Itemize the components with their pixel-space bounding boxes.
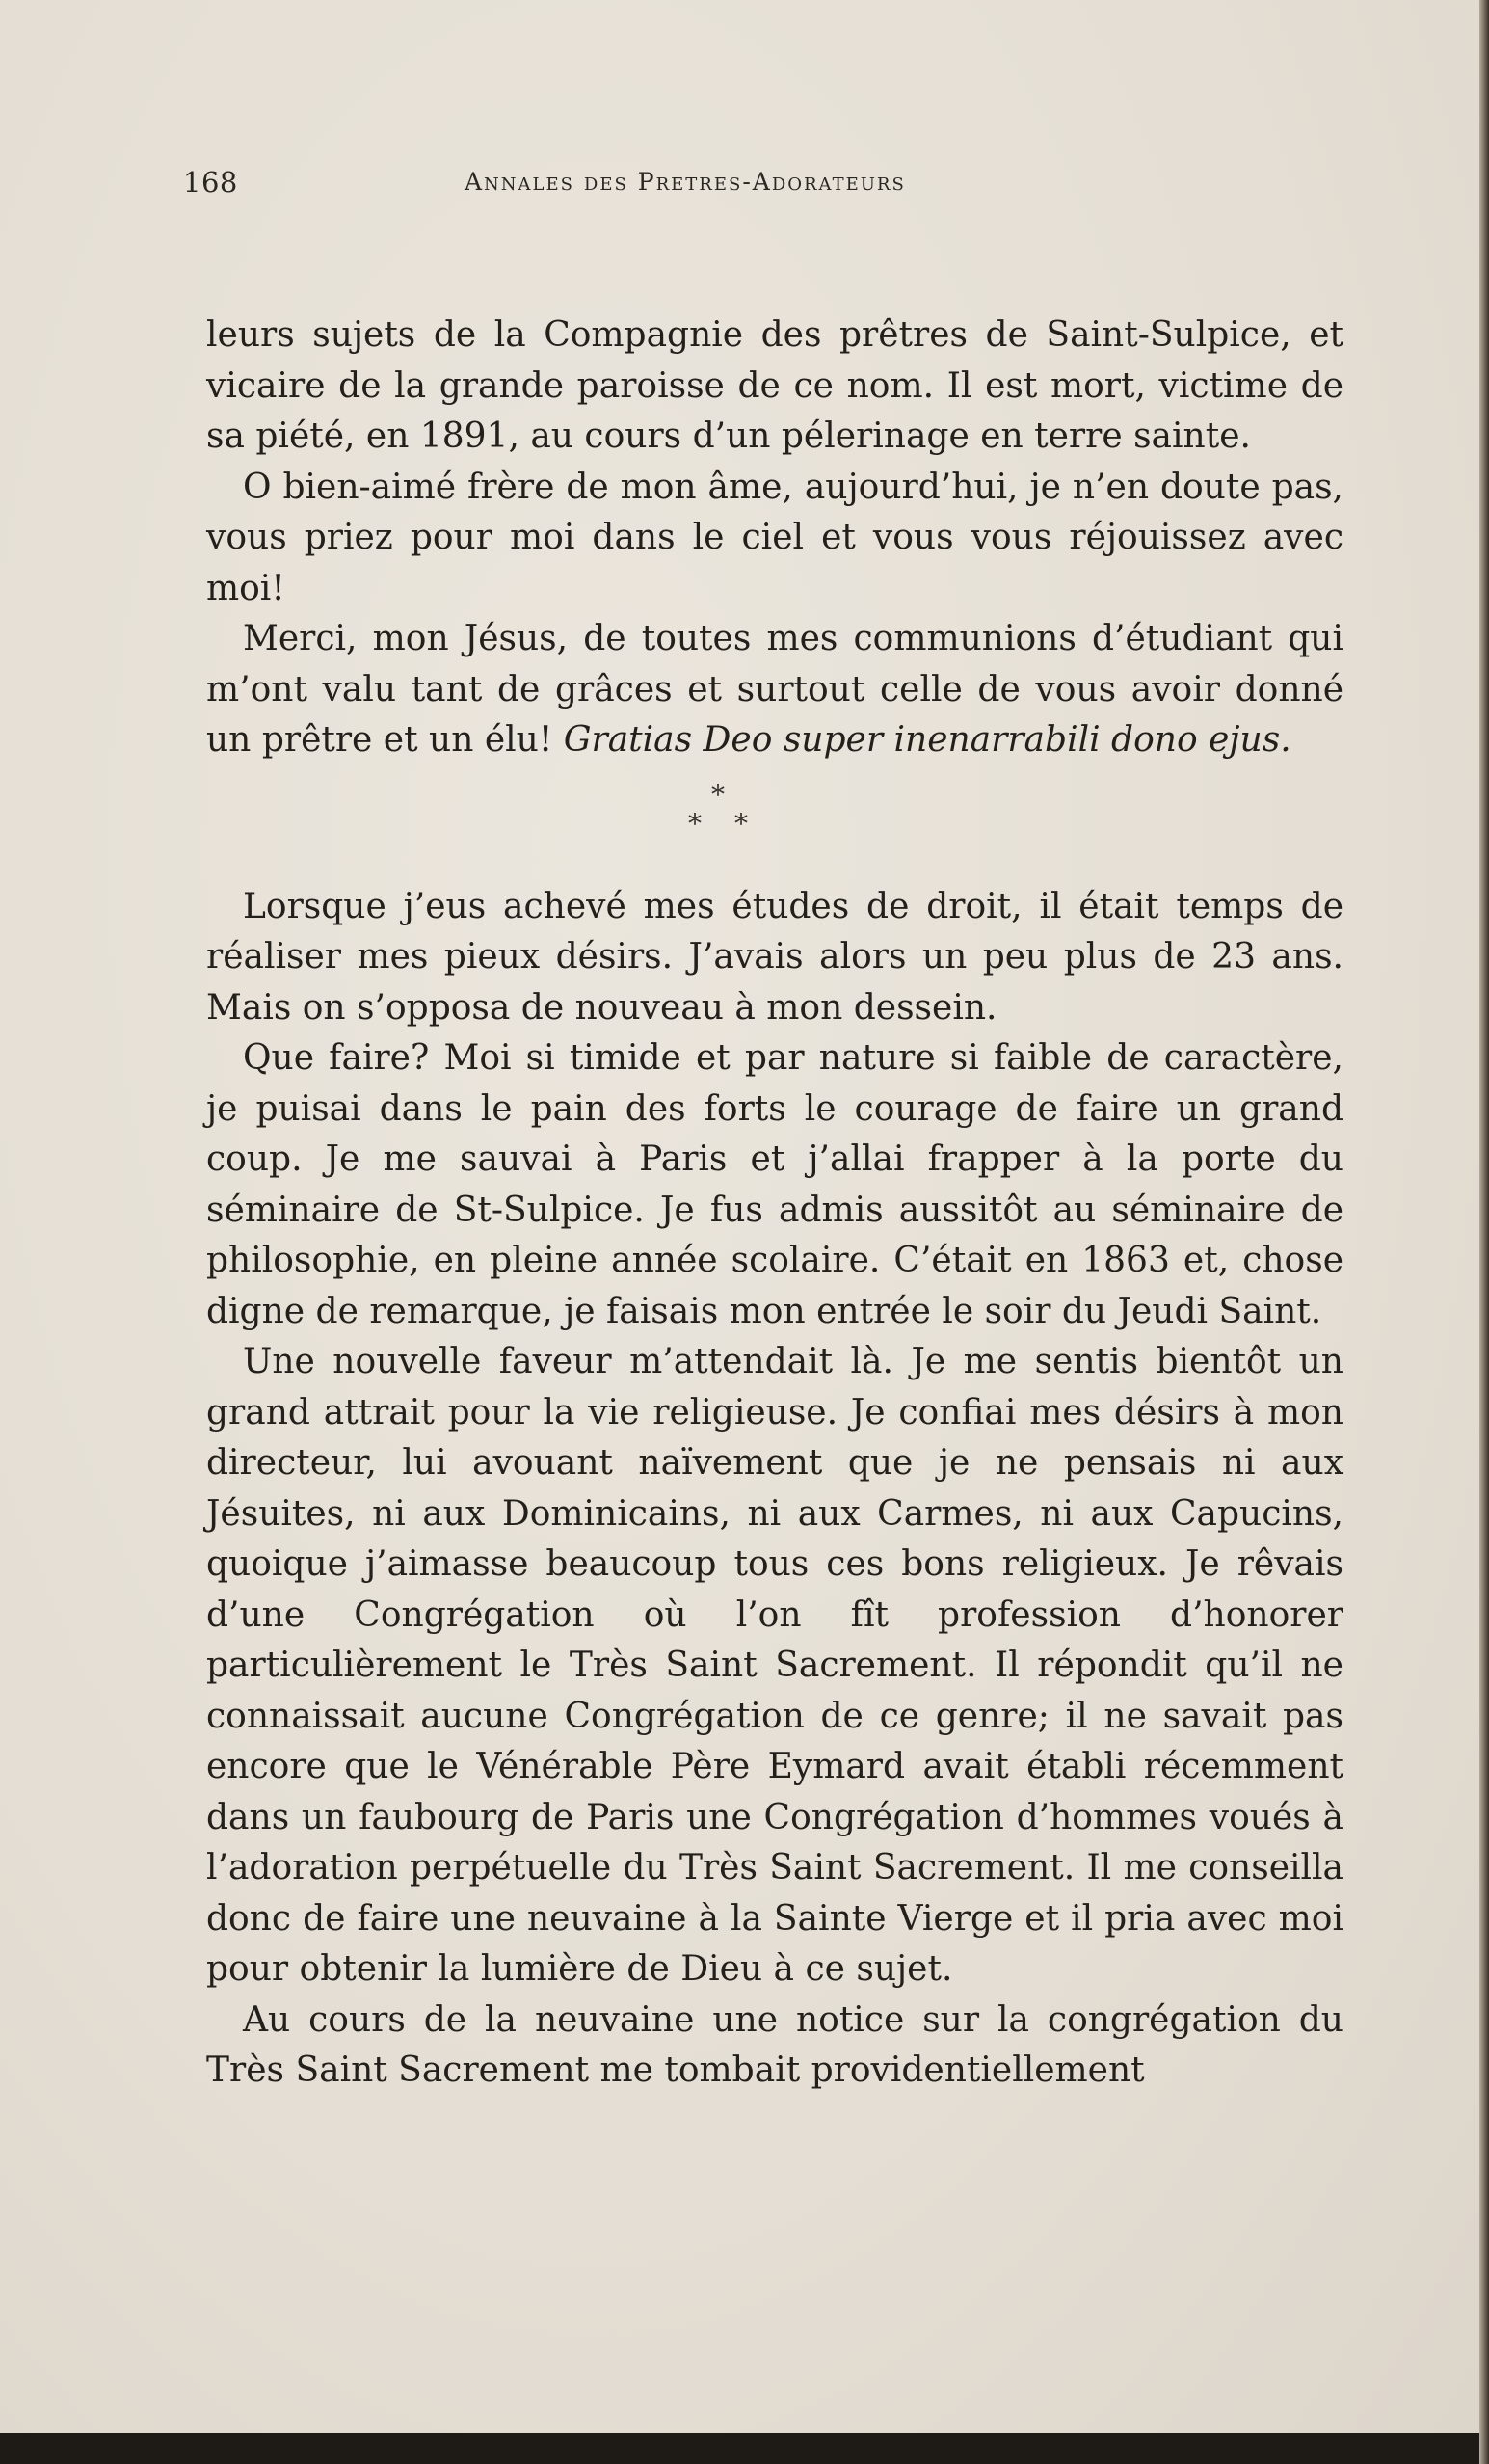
paragraph-1: leurs sujets de la Compagnie des prêtres de Saint-Sulpice, et vicaire de la grande paroisse de ce nom. Il est mort, victime de sa piété, en 1891, au cours d’un pélerinage en terre sainte. bbox=[206, 315, 1343, 456]
paragraph-3-text: Merci, mon Jésus, de toutes mes communions d’étudiant qui m’ont valu tant de grâces et surtout celle de vous avoir donné un prêtre et un élu! bbox=[206, 619, 1343, 760]
paragraph-5: Que faire? Moi si timide et par nature si faible de caractère, je puisai dans le pain des forts le courage de faire un grand coup. Je me sauvai à Paris et j’allai frapper à la porte du séminaire de St-Sulpice. Je fus admis aussitôt au séminaire de philosophie, en pleine année scolaire. C’était en 1863 et, chose digne de remarque, je faisais mon entrée le soir du Jeudi Saint. bbox=[206, 1038, 1343, 1331]
asterism-star: * bbox=[734, 807, 748, 840]
page-edge-shadow bbox=[1479, 0, 1489, 2464]
section-break-asterism bbox=[206, 766, 1343, 882]
page-header bbox=[183, 166, 1041, 204]
asterism-star: * bbox=[711, 778, 725, 811]
paragraph-6: Une nouvelle faveur m’attendait là. Je me sentis bientôt un grand attrait pour la vie religieuse. Je confiai mes désirs à mon directeur, lui avouant naïvement que je ne pensais ni aux Jésuites, ni aux Dominicains, ni aux Carmes, ni aux Capucins, quoique j’aimasse beaucoup tous ces bons religieux. Je rêvais d’une Congrégation où l’on fît profession d’honorer particulièrement le Très Saint Sacrement. Il répondit qu’il ne connaissait aucune Congrégation de ce genre; il ne savait pas encore que le Vénérable Père Eymard avait établi récemment dans un faubourg de Paris une Congrégation d’hommes voués à l’adoration perpétuelle du Très Saint Sacrement. Il me conseilla donc de faire une neuvaine à la Sainte Vierge et il pria avec moi pour obtenir la lumière de Dieu à ce sujet. bbox=[206, 1342, 1343, 1989]
asterism-star: * bbox=[688, 807, 702, 840]
page-number: 168 bbox=[183, 166, 238, 199]
paragraph-2: O bien-aimé frère de mon âme, aujourd’hui, je n’en doute pas, vous priez pour moi dans le ciel et vous vous réjouissez avec moi! bbox=[206, 467, 1343, 608]
running-head: Annales des Pretres-Adorateurs bbox=[465, 168, 906, 196]
latin-quote: Gratias Deo super inenarrabili dono ejus. bbox=[563, 720, 1291, 760]
paragraph-4: Lorsque j’eus achevé mes études de droit, il était temps de réaliser mes pieux désirs. J’avais alors un peu plus de 23 ans. Mais on s’opposa de nouveau à mon dessein. bbox=[206, 886, 1343, 1028]
body-text bbox=[206, 310, 1343, 2097]
paragraph-3 bbox=[206, 614, 1343, 766]
paragraph-7: Au cours de la neuvaine une notice sur la congrégation du Très Saint Sacrement me tombait providentiellement bbox=[206, 1999, 1343, 2090]
